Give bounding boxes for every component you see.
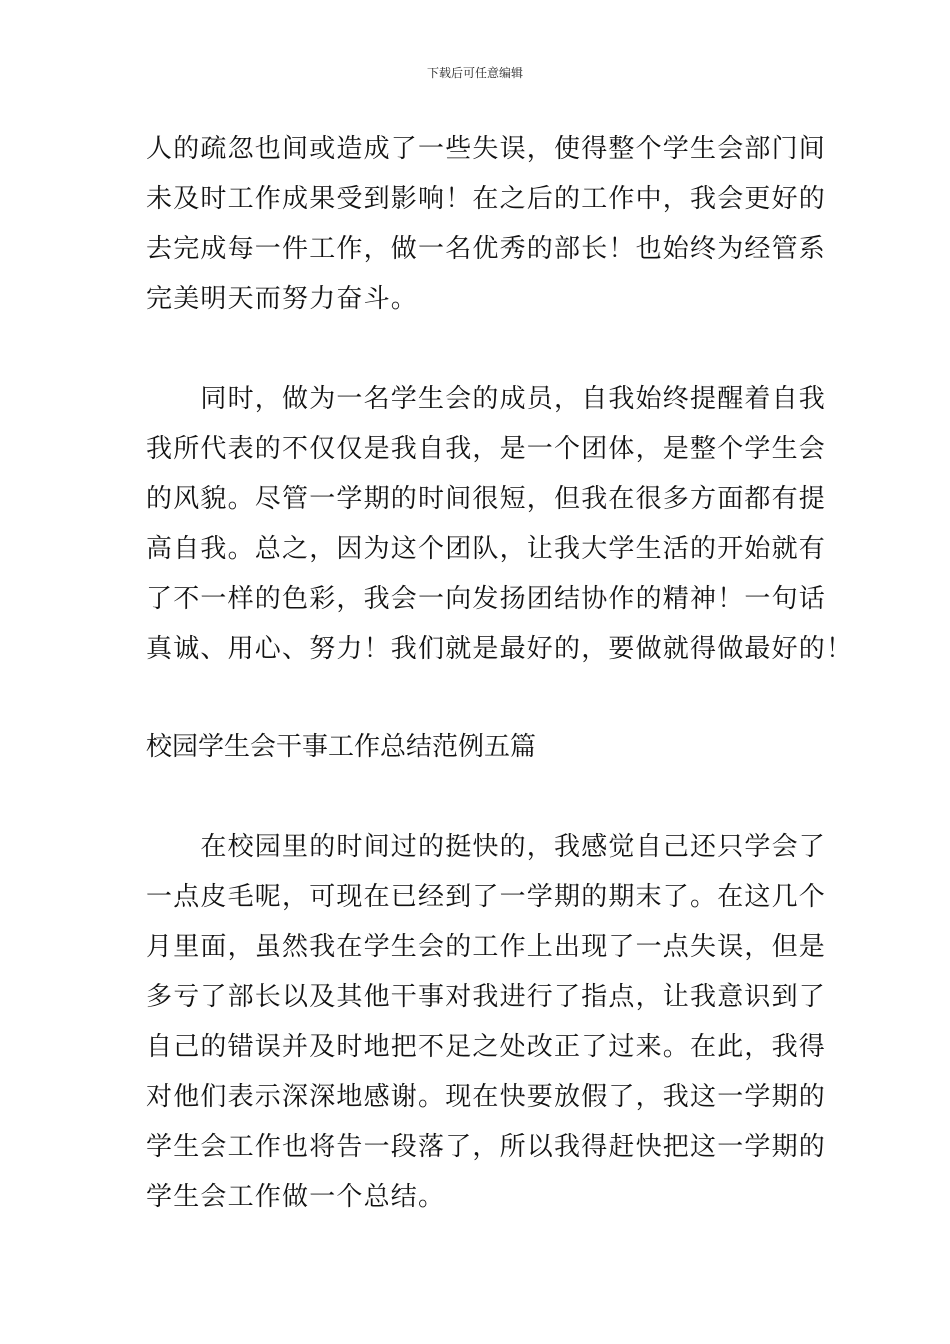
- text-line: 未及时工作成果受到影响！在之后的工作中，我会更好的: [146, 184, 827, 214]
- text-line: 学生会工作做一个总结。: [146, 1182, 446, 1212]
- paragraph-1: [146, 124, 827, 324]
- paragraph-2: [146, 374, 854, 674]
- text-line: 人的疏忽也间或造成了一些失误，使得整个学生会部门间: [146, 134, 827, 164]
- text-line: 对他们表示深深地感谢。现在快要放假了，我这一学期的: [146, 1082, 827, 1112]
- text-line: 在校园里的时间过的挺快的，我感觉自己还只学会了: [146, 832, 827, 862]
- text-line: 自己的错误并及时地把不足之处改正了过来。在此，我得: [146, 1032, 827, 1062]
- page-header: 下载后可任意编辑: [426, 66, 523, 80]
- text-line: 月里面，虽然我在学生会的工作上出现了一点失误，但是: [146, 932, 827, 962]
- section-heading-text: 校园学生会干事工作总结范例五篇: [146, 732, 537, 762]
- text-line: 一点皮毛呢，可现在已经到了一学期的期末了。在这几个: [146, 882, 827, 912]
- text-line: 我所代表的不仅仅是我自我，是一个团体，是整个学生会: [146, 434, 827, 464]
- text-line: 同时，做为一名学生会的成员，自我始终提醒着自我: [146, 384, 827, 414]
- text-line: 多亏了部长以及其他干事对我进行了指点，让我意识到了: [146, 982, 827, 1012]
- text-line: 去完成每一件工作，做一名优秀的部长！也始终为经管系: [146, 234, 827, 264]
- paragraph-3: [146, 822, 827, 1222]
- text-line: 学生会工作也将告一段落了，所以我得赶快把这一学期的: [146, 1132, 827, 1162]
- text-line: 高自我。总之，因为这个团队，让我大学生活的开始就有: [146, 534, 827, 564]
- text-line: 的风貌。尽管一学期的时间很短，但我在很多方面都有提: [146, 484, 827, 514]
- text-line: 真诚、用心、努力！我们就是最好的，要做就得做最好的！: [146, 634, 854, 664]
- section-heading: [146, 722, 816, 772]
- text-line: 了不一样的色彩，我会一向发扬团结协作的精神！一句话: [146, 584, 827, 614]
- text-line: 完美明天而努力奋斗。: [146, 284, 419, 314]
